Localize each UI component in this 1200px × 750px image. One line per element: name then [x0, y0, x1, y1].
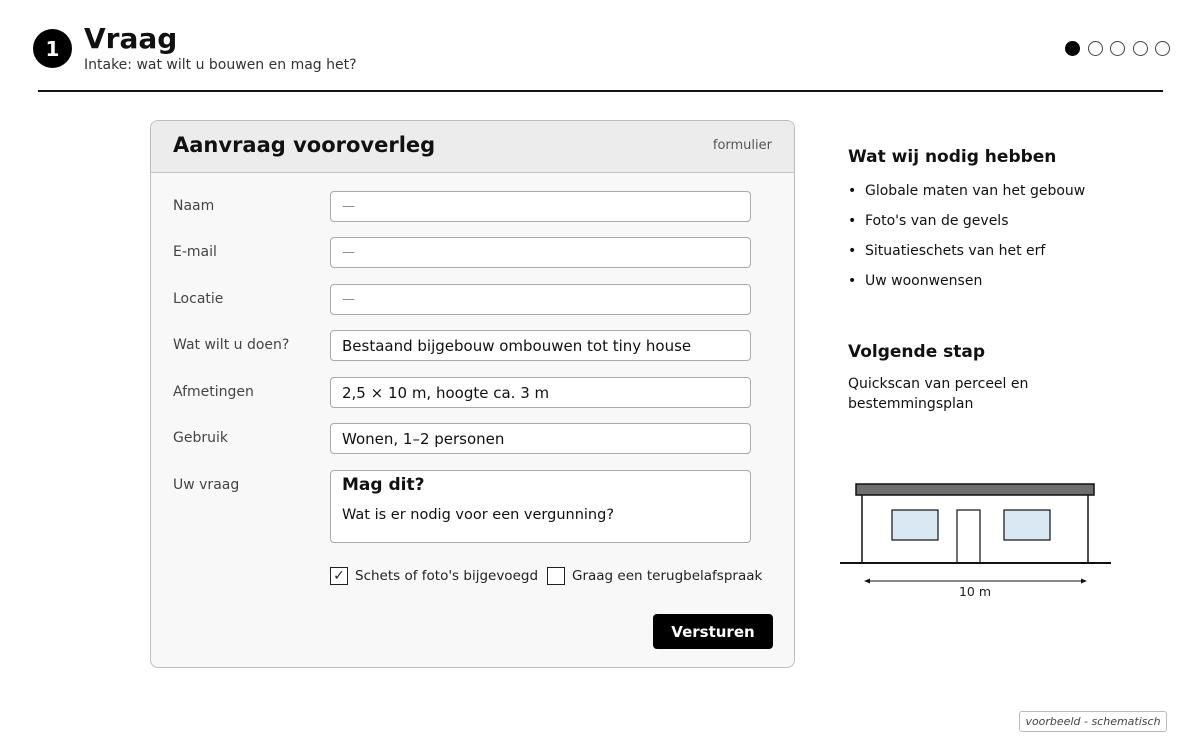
question-textarea[interactable]: [330, 470, 751, 543]
step-progress-indicator: [1065, 41, 1170, 56]
dimensions-label: Afmetingen: [173, 384, 254, 400]
door: [957, 510, 980, 563]
checkbox-checked-icon[interactable]: ✓: [330, 567, 348, 585]
attachments-checkbox[interactable]: [330, 567, 538, 585]
header-divider: [38, 90, 1163, 92]
roof: [856, 484, 1094, 495]
request-form-card: [150, 120, 795, 668]
building-sketch: [838, 478, 1118, 608]
needs-list-item: • Foto's van de gevels: [848, 213, 1009, 229]
usage-field[interactable]: Wonen, 1–2 personen: [330, 423, 751, 454]
progress-dot-4: [1133, 41, 1148, 56]
name-label: Naam: [173, 198, 215, 214]
question-sub-text: Wat is er nodig voor een vergunning?: [342, 507, 615, 523]
bullet-icon: •: [848, 213, 857, 229]
bullet-icon: •: [848, 183, 857, 199]
progress-dot-2: [1088, 41, 1103, 56]
needs-heading: Wat wij nodig hebben: [848, 147, 1057, 167]
attachments-checkbox-label: Schets of foto's bijgevoegd: [355, 568, 539, 584]
email-label: E-mail: [173, 244, 217, 260]
question-main-text: Mag dit?: [342, 475, 425, 495]
question-label: Uw vraag: [173, 477, 240, 493]
needs-list-item: • Uw woonwensen: [848, 273, 983, 289]
form-header: [151, 121, 794, 173]
form-type-tag: formulier: [712, 138, 772, 153]
plan-label: Wat wilt u doen?: [173, 337, 290, 353]
checkbox-unchecked-icon[interactable]: [547, 567, 565, 585]
progress-dot-1: [1065, 41, 1080, 56]
example-badge: voorbeeld - schematisch: [1019, 711, 1167, 732]
needs-list: [848, 183, 1085, 303]
window-left: [892, 510, 938, 540]
window-right: [1004, 510, 1050, 540]
form-title: Aanvraag vooroverleg: [173, 133, 436, 157]
bullet-icon: •: [848, 243, 857, 259]
dimension-label: 10 m: [958, 584, 992, 599]
page-title: Vraag: [84, 22, 178, 55]
callback-checkbox[interactable]: [547, 567, 762, 585]
page-subtitle: Intake: wat wilt u bouwen en mag het?: [84, 57, 357, 73]
callback-checkbox-label: Graag een terugbelafspraak: [572, 568, 763, 584]
email-field[interactable]: —: [330, 237, 751, 268]
dimensions-field[interactable]: 2,5 × 10 m, hoogte ca. 3 m: [330, 377, 751, 408]
arrow-left-icon: [864, 579, 870, 584]
step-number-badge: 1: [33, 29, 72, 68]
name-field[interactable]: —: [330, 191, 751, 222]
next-step-heading: Volgende stap: [848, 342, 986, 362]
needs-list-item: • Situatieschets van het erf: [848, 243, 1046, 259]
needs-list-item: • Globale maten van het gebouw: [848, 183, 1086, 199]
usage-label: Gebruik: [173, 430, 228, 446]
arrow-right-icon: [1081, 579, 1087, 584]
submit-button[interactable]: Versturen: [653, 614, 773, 649]
plan-field[interactable]: Bestaand bijgebouw ombouwen tot tiny house: [330, 330, 751, 361]
next-step-text: Quickscan van perceel en bestemmingsplan: [848, 376, 1029, 412]
location-label: Locatie: [173, 291, 224, 307]
progress-dot-3: [1110, 41, 1125, 56]
location-field[interactable]: —: [330, 284, 751, 315]
bullet-icon: •: [848, 273, 857, 289]
progress-dot-5: [1155, 41, 1170, 56]
